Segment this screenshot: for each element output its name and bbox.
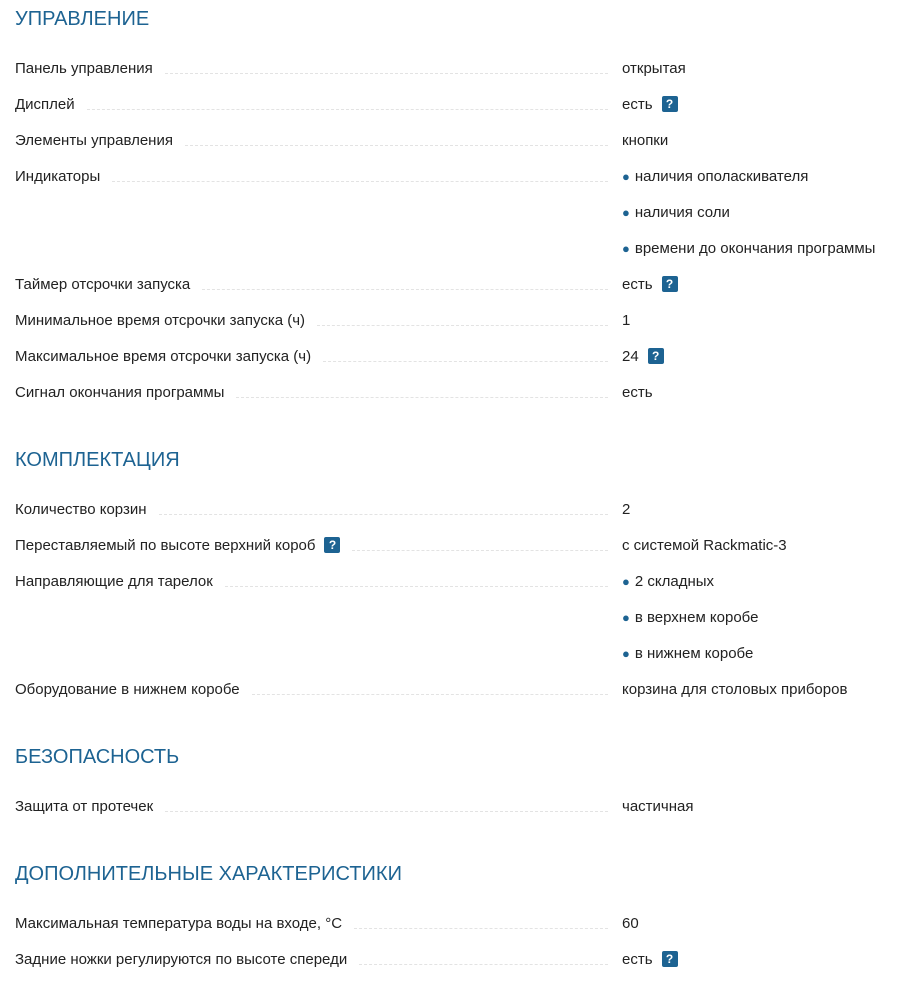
spec-row — [15, 86, 917, 122]
spec-label-text: Переставляемый по высоте верхний короб — [15, 536, 316, 554]
help-icon[interactable]: ? — [324, 537, 340, 553]
spec-label-cell — [15, 681, 622, 698]
spec-value — [622, 204, 730, 221]
dotted-leader — [159, 514, 608, 515]
dotted-leader — [165, 73, 608, 74]
spec-label — [15, 276, 190, 293]
spec-label — [15, 132, 173, 149]
dotted-leader — [87, 109, 608, 110]
spec-label — [15, 96, 75, 113]
spec-value — [622, 645, 753, 662]
spec-section — [15, 738, 917, 824]
spec-row — [15, 338, 917, 374]
spec-value — [622, 168, 808, 185]
dotted-leader — [354, 928, 608, 929]
spec-value-text: есть — [622, 383, 653, 401]
spec-row — [15, 302, 917, 338]
spec-value-text: 60 — [622, 914, 639, 932]
spec-label — [15, 951, 347, 968]
spec-value-text: с системой Rackmatic-3 — [622, 536, 787, 554]
dotted-leader — [317, 325, 608, 326]
spec-label-cell — [15, 501, 622, 518]
spec-value — [622, 915, 639, 932]
spec-value-text: есть — [622, 95, 653, 113]
spec-value-text: 1 — [622, 311, 631, 329]
spec-label — [15, 537, 340, 554]
bullet-icon: ● — [622, 609, 630, 625]
spec-label-text: Таймер отсрочки запуска — [15, 275, 191, 293]
bullet-icon: ● — [622, 168, 630, 184]
spec-label-cell — [15, 312, 622, 329]
dotted-leader — [202, 289, 608, 290]
spec-value-text: 2 — [622, 500, 631, 518]
spec-value — [622, 60, 686, 77]
bullet-icon: ● — [622, 204, 630, 220]
spec-label-text: Максимальная температура воды на входе, °C — [15, 914, 343, 932]
spec-value — [622, 537, 787, 554]
spec-row — [15, 122, 917, 158]
spec-value-text: наличия соли — [634, 203, 730, 221]
spec-label-cell — [15, 96, 622, 113]
spec-row — [15, 905, 917, 941]
spec-value — [622, 348, 664, 365]
help-icon[interactable]: ? — [662, 951, 678, 967]
spec-value-text: есть — [622, 275, 653, 293]
spec-row — [15, 158, 917, 194]
help-icon[interactable]: ? — [662, 276, 678, 292]
spec-value-text: корзина для столовых приборов — [622, 680, 848, 698]
spec-label-cell — [15, 132, 622, 149]
spec-label-cell — [15, 60, 622, 77]
spec-row — [15, 194, 917, 230]
spec-value-text: наличия ополаскивателя — [634, 167, 809, 185]
spec-label — [15, 573, 213, 590]
spec-value — [622, 312, 630, 329]
spec-label-cell — [15, 798, 622, 815]
dotted-leader — [112, 181, 608, 182]
spec-label-cell — [15, 348, 622, 365]
spec-value-text: 2 складных — [634, 572, 715, 590]
spec-label — [15, 501, 147, 518]
spec-value — [622, 240, 875, 257]
spec-label-text: Дисплей — [15, 95, 75, 113]
spec-label — [15, 60, 153, 77]
spec-label-cell — [15, 537, 622, 554]
spec-value — [622, 681, 847, 698]
spec-label-text: Задние ножки регулируются по высоте спереди — [15, 950, 348, 968]
spec-label-cell — [15, 168, 622, 185]
spec-value-text: частичная — [622, 797, 694, 815]
spec-label — [15, 348, 311, 365]
dotted-leader — [236, 397, 608, 398]
spec-value-text: в нижнем коробе — [634, 644, 754, 662]
section-title: УПРАВЛЕНИЕ — [15, 8, 150, 30]
spec-value-text: в верхнем коробе — [634, 608, 759, 626]
spec-value-text: времени до окончания программы — [634, 239, 876, 257]
spec-label — [15, 168, 100, 185]
bullet-icon: ● — [622, 573, 630, 589]
spec-label-text: Панель управления — [15, 59, 153, 77]
spec-value-text: 24 — [622, 347, 639, 365]
spec-section — [15, 441, 917, 707]
spec-value — [622, 96, 678, 113]
spec-row — [15, 266, 917, 302]
spec-label-cell — [15, 915, 622, 932]
spec-label — [15, 681, 240, 698]
spec-value — [622, 276, 678, 293]
spec-label — [15, 798, 153, 815]
spec-row — [15, 599, 917, 635]
dotted-leader — [225, 586, 608, 587]
spec-row — [15, 563, 917, 599]
spec-label-text: Минимальное время отсрочки запуска (ч) — [15, 311, 306, 329]
spec-label-text: Количество корзин — [15, 500, 147, 518]
spec-row — [15, 635, 917, 671]
section-title: ДОПОЛНИТЕЛЬНЫЕ ХАРАКТЕРИСТИКИ — [15, 863, 402, 885]
spec-value — [622, 798, 693, 815]
spec-label — [15, 312, 305, 329]
spec-label-text: Сигнал окончания программы — [15, 383, 225, 401]
spec-value — [622, 384, 653, 401]
spec-row — [15, 230, 917, 266]
spec-label-text: Защита от протечек — [15, 797, 154, 815]
dotted-leader — [165, 811, 608, 812]
help-icon[interactable]: ? — [648, 348, 664, 364]
spec-label — [15, 384, 224, 401]
spec-row — [15, 788, 917, 824]
spec-label-cell — [15, 573, 622, 590]
spec-value-text: есть — [622, 950, 653, 968]
spec-value — [622, 573, 714, 590]
spec-section — [15, 855, 917, 977]
spec-label-text: Направляющие для тарелок — [15, 572, 213, 590]
spec-value — [622, 501, 630, 518]
spec-label-cell — [15, 951, 622, 968]
dotted-leader — [323, 361, 608, 362]
spec-value — [622, 132, 668, 149]
spec-value-text: кнопки — [622, 131, 669, 149]
spec-value-text: открытая — [622, 59, 686, 77]
spec-label — [15, 915, 342, 932]
spec-label-cell — [15, 276, 622, 293]
spec-label-text: Максимальное время отсрочки запуска (ч) — [15, 347, 312, 365]
spec-row — [15, 527, 917, 563]
spec-row — [15, 50, 917, 86]
dotted-leader — [252, 694, 608, 695]
spec-label-cell — [15, 384, 622, 401]
section-title: КОМПЛЕКТАЦИЯ — [15, 449, 180, 471]
spec-value — [622, 951, 678, 968]
spec-row — [15, 941, 917, 977]
dotted-leader — [359, 964, 608, 965]
spec-row — [15, 671, 917, 707]
spec-label-text: Элементы управления — [15, 131, 173, 149]
help-icon[interactable]: ? — [662, 96, 678, 112]
bullet-icon: ● — [622, 240, 630, 256]
section-title: БЕЗОПАСНОСТЬ — [15, 746, 180, 768]
spec-row — [15, 491, 917, 527]
dotted-leader — [185, 145, 608, 146]
spec-value — [622, 609, 758, 626]
spec-row — [15, 374, 917, 410]
bullet-icon: ● — [622, 645, 630, 661]
spec-label-text: Индикаторы — [15, 167, 101, 185]
dotted-leader — [352, 550, 608, 551]
spec-section — [15, 0, 917, 410]
spec-label-text: Оборудование в нижнем коробе — [15, 680, 240, 698]
